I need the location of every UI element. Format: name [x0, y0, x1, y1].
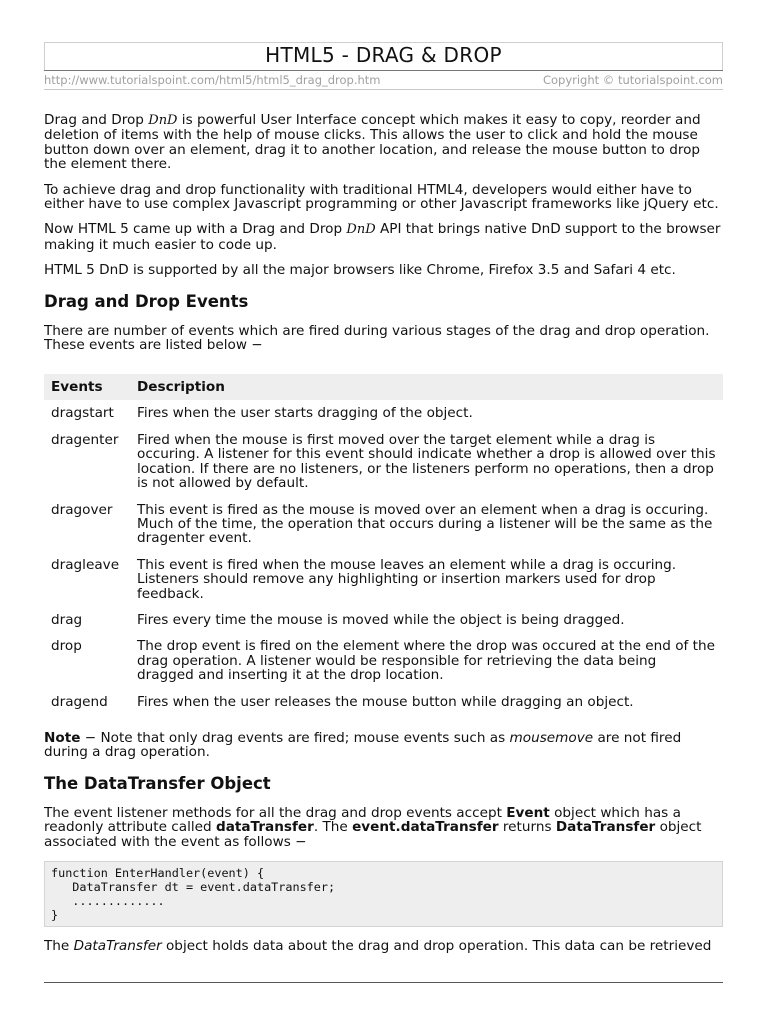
- datatransfer-description: The DataTransfer object holds data about the drag and drop operation. This data can be retrieved: [44, 938, 712, 954]
- event-description-cell: Fired when the mouse is first moved over the target element while a drag is occuring. A listener for this event should indicate whether a drop is allowed over this location. If there are no listeners, or the listeners perform no operations, then a drop is not allowed by default.: [137, 431, 716, 492]
- table-row: [44, 427, 723, 497]
- dnd-abbr: DnD: [148, 113, 178, 128]
- event-name-cell: dragleave: [51, 556, 120, 573]
- source-url[interactable]: http://www.tutorialspoint.com/html5/html5_drag_drop.htm: [44, 73, 381, 87]
- events-heading: Drag and Drop Events: [44, 291, 249, 311]
- table-row: [44, 552, 723, 607]
- event-name-cell: dragenter: [51, 431, 119, 448]
- event-name-cell: dragover: [51, 501, 113, 518]
- event-name-cell: drop: [51, 638, 82, 655]
- intro-paragraph-2: To achieve drag and drop functionality with traditional HTML4, developers would either have to either have to use complex Javascript programming or other Javascript frameworks like jQuery etc.: [44, 181, 719, 213]
- bottom-rule: [44, 982, 723, 983]
- table-row: [44, 689, 723, 715]
- intro-paragraph-1: Drag and Drop DnD is powerful User Interface concept which makes it easy to copy, reorder and deletion of items with the help of mouse clicks. This allows the user to click and hold the mouse button down over an element, drag it to another location, and release the mouse button to drop the element there.: [44, 112, 701, 173]
- datatransfer-heading: The DataTransfer Object: [44, 773, 271, 793]
- source-bar: [44, 70, 723, 90]
- note-paragraph: Note − Note that only drag events are fired; mouse events such as mousemove are not fired during a drag operation.: [44, 729, 682, 761]
- table-row: [44, 607, 723, 633]
- event-description-cell: Fires when the user starts dragging of the object.: [137, 405, 473, 422]
- event-description-cell: This event is fired when the mouse leaves an element while a drag is occuring. Listeners should remove any highlighting or insertion markers used for drop feedback.: [137, 556, 677, 602]
- copyright-notice: Copyright © tutorialspoint.com: [542, 73, 723, 87]
- code-block: function EnterHandler(event) { DataTransfer dt = event.dataTransfer; ............. }: [44, 861, 723, 927]
- event-name-cell: dragend: [51, 693, 108, 710]
- dnd-abbr: DnD: [346, 222, 376, 238]
- event-name-cell: dragstart: [51, 405, 114, 422]
- title-box: [44, 42, 723, 70]
- intro-paragraph-3: Now HTML 5 came up with a Drag and Drop DnD API that brings native DnD support to the browser making it much easier to code up.: [44, 221, 721, 253]
- intro-paragraph-4: HTML 5 DnD is supported by all the major browsers like Chrome, Firefox 3.5 and Safari 4 etc.: [44, 262, 676, 279]
- event-name-cell: drag: [51, 611, 83, 628]
- table-row: [44, 400, 723, 426]
- events-table-body: [44, 400, 723, 715]
- event-description-cell: This event is fired as the mouse is moved over an element when a drag is occuring. Much of the time, the operation that occurs during a listener will be the same as the dragenter event.: [137, 501, 713, 547]
- event-description-cell: Fires when the user releases the mouse button while dragging an object.: [137, 693, 634, 710]
- column-header-events: Events: [44, 374, 130, 400]
- table-row: [44, 497, 723, 552]
- event-description-cell: Fires every time the mouse is moved while the object is being dragged.: [137, 611, 625, 628]
- intro-section: [44, 113, 723, 278]
- events-intro: There are number of events which are fired during various stages of the drag and drop operation. These events are listed below −: [44, 322, 710, 354]
- page-title: HTML5 - DRAG & DROP: [265, 43, 502, 67]
- document-page: [44, 42, 723, 982]
- datatransfer-paragraph: The event listener methods for all the drag and drop events accept Event object which has a readonly attribute called dataTransfer. The event.dataTransfer returns DataTransfer object associated with the event as follows −: [44, 804, 702, 850]
- note-label: Note: [44, 729, 81, 746]
- table-row: [44, 633, 723, 688]
- event-description-cell: The drop event is fired on the element where the drop was occured at the end of the drag operation. A listener would be responsible for retrieving the data being dragged and inserting it at the drop location.: [137, 638, 715, 684]
- mousemove-term: mousemove: [509, 729, 594, 746]
- column-header-description: Description: [130, 374, 723, 400]
- events-table: [44, 374, 723, 715]
- table-header-row: [44, 374, 723, 400]
